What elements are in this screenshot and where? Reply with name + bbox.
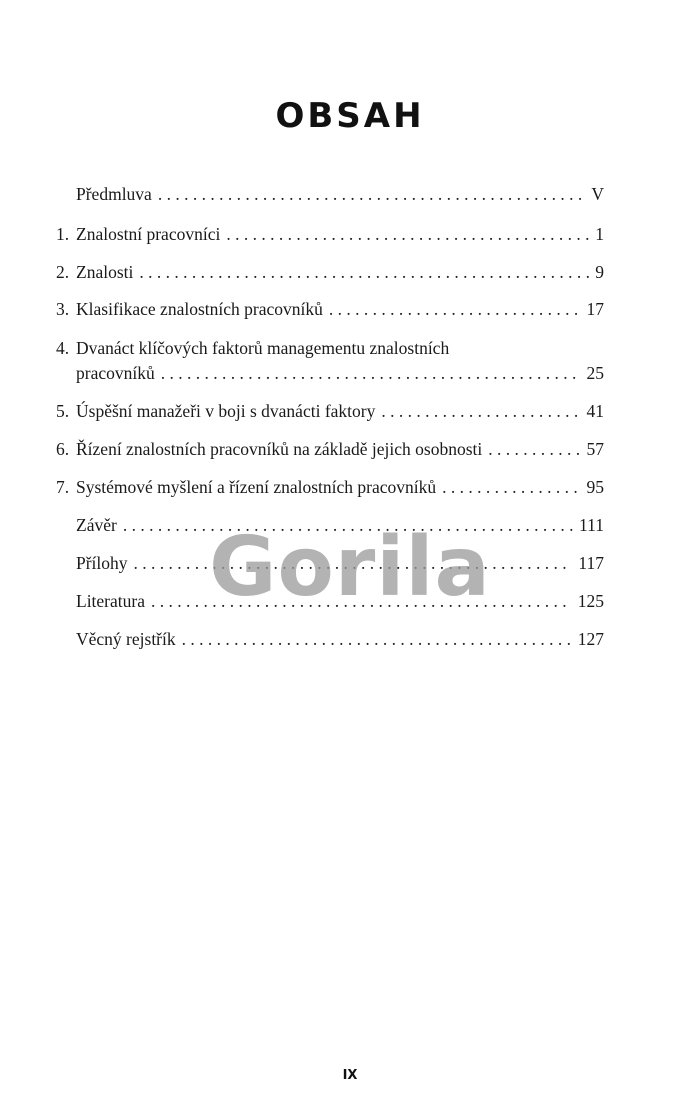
toc-entry-label: Přílohy <box>76 553 128 573</box>
toc-entry-number: 1. <box>56 224 70 244</box>
toc-entry-page: 125 <box>577 591 604 611</box>
toc-entry-rejstrik[interactable] <box>56 628 604 650</box>
gorila-watermark: Gorila <box>209 520 491 615</box>
toc-entry-chapter-6[interactable] <box>56 438 604 460</box>
toc-entry-label: Systémové myšlení a řízení znalostních pracovníků <box>76 477 437 497</box>
toc-entry-page: 25 <box>586 363 604 383</box>
toc-entry-label: Znalostní pracovníci <box>76 224 221 244</box>
toc-entry-chapter-1[interactable] <box>56 223 604 245</box>
toc-entry-page: 117 <box>578 553 604 573</box>
toc-entry-number: 7. <box>56 477 70 497</box>
toc-entry-number: 4. <box>56 338 70 358</box>
dot-leader <box>139 261 589 283</box>
toc-entry-page: 9 <box>595 262 604 282</box>
toc-entry-page: 111 <box>579 515 604 535</box>
toc-entry-chapter-4-line1[interactable] <box>56 337 604 359</box>
toc-entry-number: 3. <box>56 299 70 319</box>
dot-leader <box>182 628 572 650</box>
toc-entry-chapter-4[interactable] <box>56 362 604 384</box>
dot-leader <box>226 223 589 245</box>
dot-leader <box>329 298 581 320</box>
toc-entry-number: 6. <box>56 439 70 459</box>
page-number: IX <box>342 1068 358 1083</box>
toc-entry-label: pracovníků <box>76 363 155 383</box>
toc-entry-label: Úspěšní manažeři v boji s dvanácti faktory <box>76 401 376 421</box>
toc-entry-label: Závěr <box>76 515 117 535</box>
toc-entry-number: 5. <box>56 401 70 421</box>
toc-entry-label: Věcný rejstřík <box>76 629 176 649</box>
toc-entry-label: Klasifikace znalostních pracovníků <box>76 299 323 319</box>
toc-entry-label: Znalosti <box>76 262 134 282</box>
toc-entry-label: Literatura <box>76 591 145 611</box>
toc-entry-chapter-5[interactable] <box>56 400 604 422</box>
dot-leader <box>488 438 580 460</box>
toc-entry-page: 95 <box>586 477 604 497</box>
dot-leader <box>442 476 580 498</box>
dot-leader <box>161 362 581 384</box>
toc-entry-page: 1 <box>595 224 604 244</box>
toc-entry-label: Řízení znalostních pracovníků na základě jejich osobnosti <box>76 439 483 459</box>
toc-entry-label: Předmluva <box>76 184 152 204</box>
dot-leader <box>158 183 586 205</box>
toc-entry-chapter-7[interactable] <box>56 476 604 498</box>
toc-entry-chapter-2[interactable] <box>56 261 604 283</box>
page-title: OBSAH <box>275 96 425 136</box>
toc-entry-page: 57 <box>586 439 604 459</box>
toc-entry-chapter-3[interactable] <box>56 298 604 320</box>
toc-entry-page: 127 <box>577 629 604 649</box>
toc-entry-number: 2. <box>56 262 70 282</box>
toc-entry-page: 17 <box>586 299 604 319</box>
dot-leader <box>381 400 580 422</box>
toc-entry-page: V <box>591 184 604 204</box>
toc-entry-predmluva[interactable] <box>56 183 604 205</box>
toc-entry-page: 41 <box>586 401 604 421</box>
toc-entry-label-line1: Dvanáct klíčových faktorů managementu znalostních <box>76 338 450 358</box>
